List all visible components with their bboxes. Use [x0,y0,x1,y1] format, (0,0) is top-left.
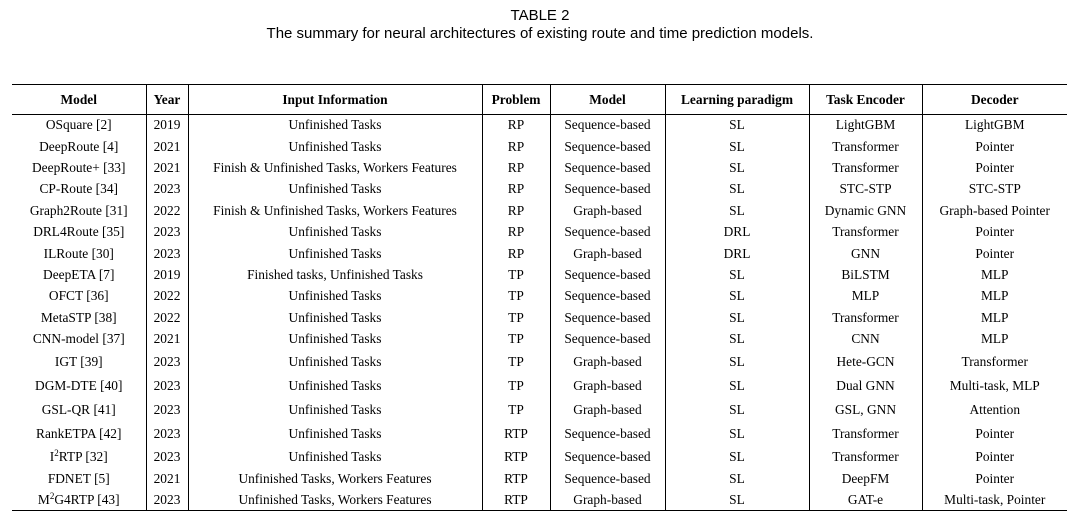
cell-paradigm: DRL [665,243,809,264]
model-name-superscript: 2 [54,448,59,459]
table-row [12,243,1067,264]
cell-model [12,447,146,468]
table-row [12,200,1067,221]
cell-encoder: DeepFM [809,468,922,489]
cell-architecture: Graph-based [550,489,665,510]
header-problem: Problem [482,85,550,115]
cell-architecture: Sequence-based [550,422,665,446]
cell-year: 2022 [146,200,188,221]
cell-model: OSquare [2] [12,115,146,136]
cell-input: Unfinished Tasks, Workers Features [188,468,482,489]
cell-decoder: Pointer [922,221,1067,242]
cell-input: Unfinished Tasks [188,243,482,264]
cell-decoder: Attention [922,398,1067,422]
cell-decoder: Multi-task, MLP [922,374,1067,398]
cell-problem: RP [482,179,550,200]
table-row [12,422,1067,446]
table-row [12,264,1067,285]
summary-table [12,84,1067,511]
cell-year: 2023 [146,221,188,242]
table-row [12,179,1067,200]
cell-architecture: Sequence-based [550,157,665,178]
cell-paradigm: SL [665,136,809,157]
cell-decoder: Pointer [922,447,1067,468]
cell-year: 2022 [146,307,188,328]
cell-encoder: MLP [809,286,922,307]
cell-model: DeepETA [7] [12,264,146,285]
cell-problem: RP [482,200,550,221]
cell-problem: RP [482,243,550,264]
cell-architecture: Sequence-based [550,136,665,157]
cell-decoder: Pointer [922,422,1067,446]
table-row [12,374,1067,398]
cell-input: Unfinished Tasks [188,179,482,200]
cell-year: 2023 [146,350,188,374]
table-row [12,398,1067,422]
cell-year: 2021 [146,136,188,157]
cell-decoder: Pointer [922,243,1067,264]
cell-paradigm: SL [665,398,809,422]
table-row [12,307,1067,328]
cell-model: RankETPA [42] [12,422,146,446]
cell-problem: TP [482,350,550,374]
cell-model: GSL-QR [41] [12,398,146,422]
cell-model: Graph2Route [31] [12,200,146,221]
table-number: TABLE 2 [510,7,570,24]
cell-year: 2019 [146,264,188,285]
header-decoder: Decoder [922,85,1067,115]
cell-encoder: Transformer [809,447,922,468]
header-model: Model [12,85,146,115]
cell-encoder: Dynamic GNN [809,200,922,221]
cell-problem: RP [482,115,550,136]
cell-paradigm: SL [665,264,809,285]
cell-encoder: Transformer [809,422,922,446]
cell-input: Unfinished Tasks, Workers Features [188,489,482,510]
cell-model: MetaSTP [38] [12,307,146,328]
cell-encoder: Dual GNN [809,374,922,398]
cell-input: Unfinished Tasks [188,221,482,242]
cell-year: 2019 [146,115,188,136]
cell-architecture: Graph-based [550,243,665,264]
cell-encoder: Hete-GCN [809,350,922,374]
cell-architecture: Sequence-based [550,221,665,242]
cell-encoder: Transformer [809,221,922,242]
cell-architecture: Sequence-based [550,468,665,489]
cell-problem: TP [482,264,550,285]
cell-year: 2023 [146,422,188,446]
cell-problem: RTP [482,489,550,510]
cell-input: Unfinished Tasks [188,374,482,398]
cell-paradigm: SL [665,115,809,136]
cell-problem: RP [482,157,550,178]
cell-decoder: STC-STP [922,179,1067,200]
cell-problem: TP [482,374,550,398]
cell-architecture: Graph-based [550,374,665,398]
cell-architecture: Sequence-based [550,286,665,307]
cell-decoder: Pointer [922,157,1067,178]
cell-model: IGT [39] [12,350,146,374]
header-year: Year [146,85,188,115]
cell-decoder: Transformer [922,350,1067,374]
cell-decoder: Pointer [922,468,1067,489]
cell-encoder: Transformer [809,307,922,328]
model-name-prefix: I [49,449,55,465]
cell-problem: RP [482,221,550,242]
cell-year: 2021 [146,157,188,178]
cell-input: Unfinished Tasks [188,422,482,446]
cell-year: 2023 [146,447,188,468]
cell-encoder: Transformer [809,157,922,178]
cell-architecture: Graph-based [550,200,665,221]
cell-model: CNN-model [37] [12,328,146,349]
table-row [12,350,1067,374]
cell-year: 2023 [146,179,188,200]
cell-problem: RTP [482,447,550,468]
cell-input: Finished tasks, Unfinished Tasks [188,264,482,285]
cell-problem: RP [482,136,550,157]
cell-paradigm: SL [665,489,809,510]
cell-input: Unfinished Tasks [188,115,482,136]
table-row [12,286,1067,307]
cell-paradigm: SL [665,200,809,221]
cell-input: Finish & Unfinished Tasks, Workers Features [188,200,482,221]
cell-model: CP-Route [34] [12,179,146,200]
table-row [12,447,1067,468]
cell-paradigm: SL [665,374,809,398]
cell-model: ILRoute [30] [12,243,146,264]
cell-year: 2021 [146,468,188,489]
header-learning-paradigm: Learning paradigm [665,85,809,115]
cell-architecture: Sequence-based [550,447,665,468]
cell-problem: TP [482,398,550,422]
cell-problem: RTP [482,422,550,446]
table-row [12,115,1067,136]
cell-paradigm: SL [665,468,809,489]
cell-model: FDNET [5] [12,468,146,489]
cell-year: 2023 [146,374,188,398]
cell-architecture: Sequence-based [550,264,665,285]
cell-decoder: Graph-based Pointer [922,200,1067,221]
table-row [12,489,1067,510]
cell-input: Finish & Unfinished Tasks, Workers Features [188,157,482,178]
cell-input: Unfinished Tasks [188,447,482,468]
cell-paradigm: SL [665,286,809,307]
cell-decoder: MLP [922,264,1067,285]
table-row [12,221,1067,242]
cell-encoder: BiLSTM [809,264,922,285]
cell-paradigm: SL [665,328,809,349]
cell-input: Unfinished Tasks [188,328,482,349]
table-caption: The summary for neural architectures of existing route and time prediction models. [266,25,814,42]
cell-model: DGM-DTE [40] [12,374,146,398]
cell-encoder: LightGBM [809,115,922,136]
cell-input: Unfinished Tasks [188,398,482,422]
cell-model: DRL4Route [35] [12,221,146,242]
cell-encoder: GSL, GNN [809,398,922,422]
model-name-superscript: 2 [49,490,55,501]
cell-encoder: GNN [809,243,922,264]
cell-decoder: MLP [922,328,1067,349]
cell-year: 2022 [146,286,188,307]
cell-problem: TP [482,307,550,328]
cell-year: 2023 [146,489,188,510]
cell-architecture: Sequence-based [550,115,665,136]
cell-decoder: MLP [922,307,1067,328]
cell-year: 2023 [146,398,188,422]
cell-input: Unfinished Tasks [188,307,482,328]
cell-decoder: Multi-task, Pointer [922,489,1067,510]
cell-year: 2023 [146,243,188,264]
cell-model: DeepRoute [4] [12,136,146,157]
cell-paradigm: SL [665,350,809,374]
cell-input: Unfinished Tasks [188,136,482,157]
cell-paradigm: SL [665,157,809,178]
cell-problem: TP [482,286,550,307]
cell-architecture: Sequence-based [550,179,665,200]
table-row [12,468,1067,489]
cell-architecture: Sequence-based [550,328,665,349]
cell-model: OFCT [36] [12,286,146,307]
cell-input: Unfinished Tasks [188,350,482,374]
model-name-suffix: RTP [32] [58,449,108,465]
table-row [12,136,1067,157]
cell-encoder: Transformer [809,136,922,157]
cell-model [12,489,146,510]
table-header [12,85,1067,115]
table-row [12,328,1067,349]
header-architecture: Model [550,85,665,115]
cell-encoder: STC-STP [809,179,922,200]
cell-paradigm: SL [665,179,809,200]
header-task-encoder: Task Encoder [809,85,922,115]
cell-paradigm: DRL [665,221,809,242]
cell-architecture: Sequence-based [550,307,665,328]
cell-model: DeepRoute+ [33] [12,157,146,178]
cell-paradigm: SL [665,307,809,328]
cell-decoder: MLP [922,286,1067,307]
model-name-suffix: G4RTP [43] [54,491,120,507]
cell-decoder: Pointer [922,136,1067,157]
cell-encoder: CNN [809,328,922,349]
cell-architecture: Graph-based [550,350,665,374]
cell-decoder: LightGBM [922,115,1067,136]
cell-year: 2021 [146,328,188,349]
header-input-information: Input Information [188,85,482,115]
cell-problem: RTP [482,468,550,489]
table-row [12,157,1067,178]
cell-input: Unfinished Tasks [188,286,482,307]
model-name-prefix: M [37,491,50,507]
cell-paradigm: SL [665,422,809,446]
cell-paradigm: SL [665,447,809,468]
cell-encoder: GAT-e [809,489,922,510]
cell-problem: TP [482,328,550,349]
cell-architecture: Graph-based [550,398,665,422]
